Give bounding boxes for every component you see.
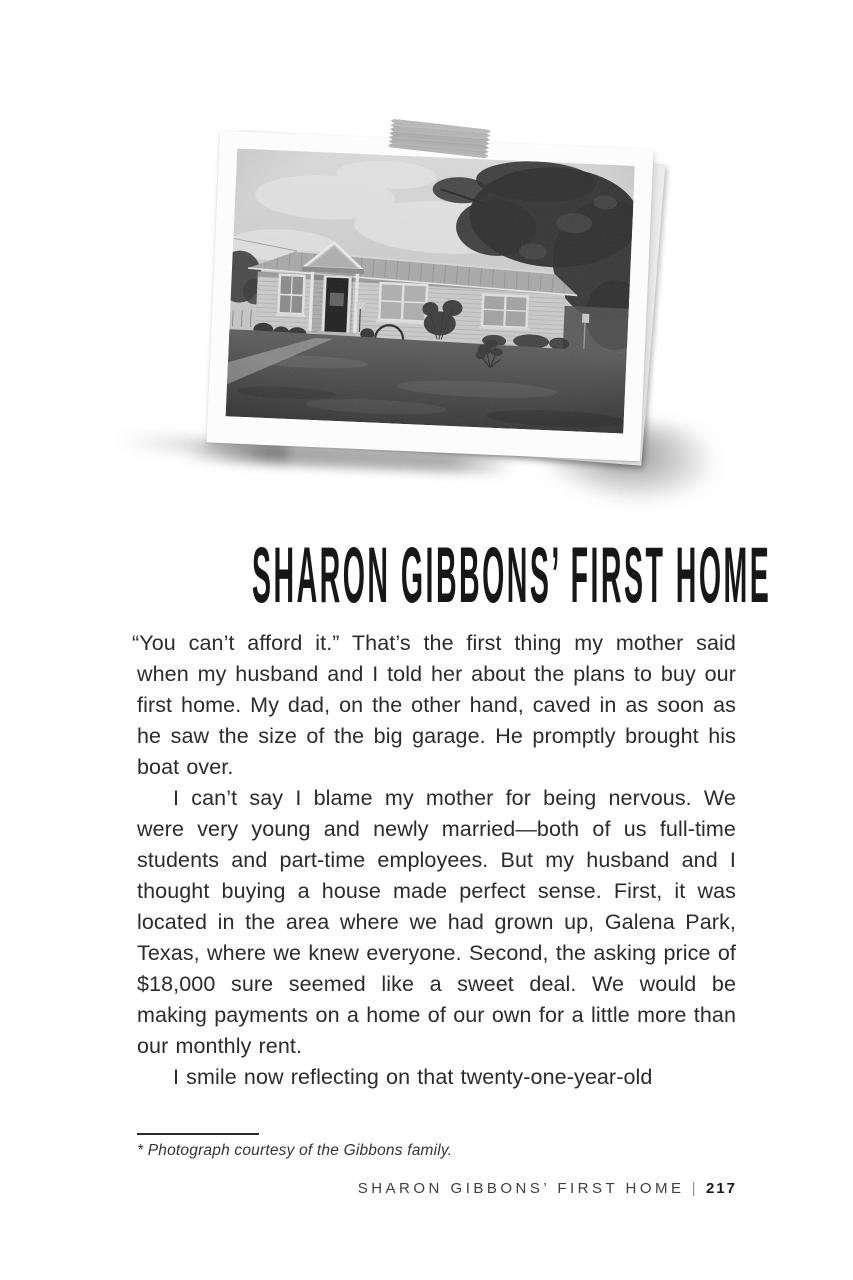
footnote	[137, 1133, 452, 1160]
page-number: 217	[705, 1180, 737, 1197]
footnote-text: * Photograph courtesy of the Gibbons family.	[137, 1142, 453, 1159]
photo-frame	[206, 131, 653, 462]
running-footer	[358, 1180, 737, 1197]
house-photo	[0, 0, 853, 560]
paragraph: “You can’t afford it.” That’s the first thing my mother said when my husband and I told her about the plans to buy our first home. My dad, on the other hand, caved in as soon as he saw the size of the big garage. He promptly brought his boat over.	[132, 631, 736, 779]
paragraph: I smile now reflecting on that twenty-one-year-old	[173, 1065, 653, 1089]
paragraph: I can’t say I blame my mother for being nervous. We were very young and newly married—both of us full-time students and part-time employees. But my husband and I thought buying a house made perfect sense. First, it was located in the area where we had grown up, Galena Park, Texas, where we knew everyone. Second, the asking price of $18,000 sure seemed like a sweet deal. We would be making payments on a home of our own for a little more than our monthly rent.	[137, 786, 736, 1058]
footnote-rule	[137, 1133, 259, 1135]
footer-running-title: SHARON GIBBONS’ FIRST HOME	[357, 1180, 685, 1197]
footer-separator: |	[691, 1180, 699, 1197]
chapter-title: SHARON GIBBONS’ FIRST HOME	[252, 529, 772, 620]
house-photo-image	[226, 148, 635, 433]
body-text	[132, 628, 736, 1093]
